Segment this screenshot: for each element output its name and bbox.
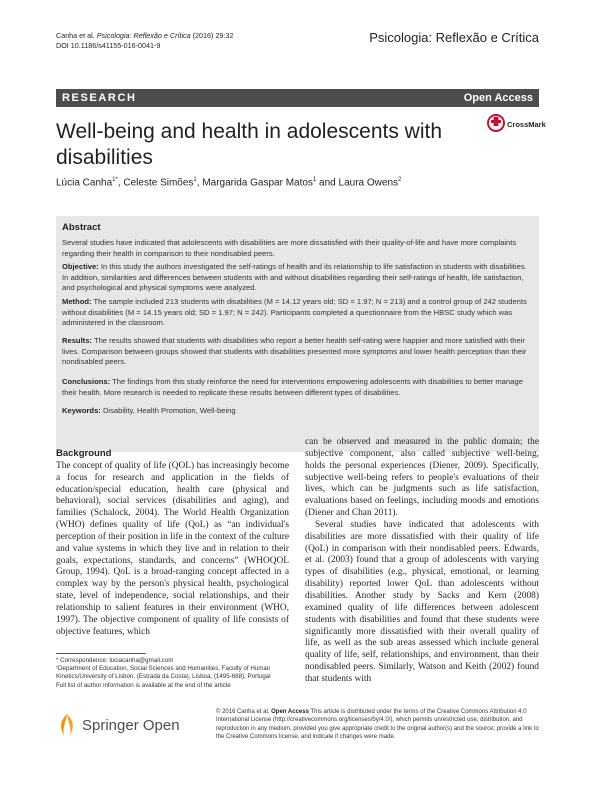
article-title: Well-being and health in adolescents with disabilities <box>56 120 443 169</box>
author-name[interactable]: Lúcia Canha <box>56 177 113 189</box>
springer-open-icon <box>56 712 78 738</box>
license-prefix: © 2016 Canha et al. <box>216 709 272 715</box>
author-affiliation: 1* <box>112 177 118 183</box>
author-name[interactable]: Celeste Simões <box>123 177 194 189</box>
license-text <box>216 708 539 741</box>
publisher-name: Springer Open <box>82 717 180 734</box>
more-info-note: Full list of author information is available at the end of the article <box>56 681 231 689</box>
footnote-rule <box>56 653 146 654</box>
abstract-method <box>62 297 532 329</box>
section-label: RESEARCH <box>62 92 137 104</box>
keywords-text: Disability, Health Promotion, Well-being <box>100 406 236 415</box>
objective-text: In this study the authors investigated the self-ratings of health and its relationship to life satisfaction in students with disabilities. In addition, similarities and differences between students with and without disabilities regarding their self-ratings of health, life satisfaction, and psychological and physical symptoms were analyzed. <box>62 262 527 293</box>
abstract-box <box>56 216 539 452</box>
body-paragraph: Several studies have indicated that adolescents with disabilities are more dissatisfied with their quality of life (QoL) in comparison with their nondisabled peers. Edwards, et al. (2003) found that a group of adolescents with varying types of disabilities (e.g., physical, emotional, or learning disability) reported lower QoL than adolescents without disabilities. Another study by Sacks and Kern (2008) examined quality of life differences between adolescent students with disabilities and found that these students were significantly more dissatisfied with their overall quality of life, as well as the sub areas assessed which include general quality of life, self, relationships, and environment, than their nondisabled peers. Similarly, Watson and Keith (2002) found that students with <box>305 519 539 684</box>
crossmark-label: CrossMark <box>507 120 546 129</box>
doi[interactable]: DOI 10.1186/s41155-016-0041-9 <box>56 41 161 50</box>
results-label: Results: <box>62 336 92 345</box>
conclusions-text: The findings from this study reinforce the need for interventions empowering adolescents with disabilities to better manage their health. More research is needed to replicate these results between different types of disabilities. <box>62 377 523 397</box>
background-paragraph: The concept of quality of life (QOL) has increasingly become a focus for research and application in the fields of education/special education, health care (physical and behavioral), social services (disabilities and aging), and families (Schalock, 2004). The World Health Organization (WHO) defines quality of life (QoL) as “an individual's perception of their position in life in the context of the culture and value systems in which they live and in relation to their goals, expectations, standards, and concerns” (WHOQOL Group, 1994). QoL is a broad-ranging concept affected in a complex way by the person's physical health, psychological state, level of independence, social relationships, and their relationship to salient features in their environment (WHO, 1997). The objective component of quality of life consists of objective features, which <box>56 460 289 637</box>
correspondence-note[interactable]: * Correspondence: luciacanha@gmail.com <box>56 657 174 664</box>
crossmark-icon <box>487 113 505 133</box>
body-paragraph: can be observed and measured in the public domain; the subjective component, also called subjective well-being, holds the personal experiences (Diener, 2009). Specifically, subjective well-being refers to people's evaluations of their lives, which can be judgments such as life satisfaction, evaluations based on feelings, including moods and emotions (Diener and Chan 2011). <box>305 437 539 519</box>
abstract-heading: Abstract <box>62 222 101 233</box>
section-banner <box>56 89 539 107</box>
author-name[interactable]: Margarida Gaspar Matos <box>202 177 313 189</box>
citation-header <box>56 31 233 51</box>
license-body: This article is distributed under the terms of the Creative Commons Attribution 4.0 International License (http://creativecommons.org/licenses/by/4.0/), which permits unrestricted use, distribution, and reproduction in any medium, provided you give appropriate credit to the original author(s) and the source, provide a link to the Creative Commons license, and indicate if changes were made. <box>216 709 539 740</box>
abstract-objective <box>62 262 532 294</box>
method-label: Method: <box>62 297 92 306</box>
conclusions-label: Conclusions: <box>62 377 111 386</box>
open-access-label: Open Access <box>463 92 533 104</box>
crossmark-badge[interactable] <box>487 113 546 135</box>
results-text: The results showed that students with disabilities who report a better health self-rating were happier and more satisfied with their lives. Comparison between groups showed that students with disabilities presented more symptoms and lower health perception than their nondisabled peers. <box>62 336 527 367</box>
citation-journal: Psicologia: Reflexão e Crítica <box>96 31 191 40</box>
footnotes <box>56 657 296 690</box>
body-right-column <box>305 437 539 686</box>
abstract-intro: Several studies have indicated that adolescents with disabilities are more dissatisfied with their quality-of-life and have more complaints regarding their health in comparison to their nondisabled peers. <box>62 238 517 258</box>
method-text: The sample included 213 students with disabilities (M = 14.12 years old; SD = 1.97; N = 213) and a control group of 242 students without disabilities (M = 14.15 years old; SD = 1.97; N = 242). Participants completed a questionnaire from the HBSC study which was administered in the classroom. <box>62 297 527 328</box>
body-left-column <box>56 448 289 639</box>
affiliation-note: ¹Department of Education, Social Sciences and Humanities, Faculty of Human Kinetics/University of Lisbon, (Estrada da Costa), Lisboa, (1495-688), Portugal <box>56 665 271 681</box>
abstract-keywords <box>62 406 532 417</box>
keywords-label: Keywords: <box>62 406 101 415</box>
citation-year: (2016) 29:32 <box>190 31 234 40</box>
objective-label: Objective: <box>62 262 99 271</box>
abstract-results <box>62 336 532 368</box>
journal-name: Psicologia: Reflexão e Crítica <box>369 30 539 45</box>
background-heading: Background <box>56 448 112 459</box>
author-affiliation: 2 <box>398 177 402 183</box>
license-open-access: Open Access <box>271 709 309 715</box>
author-list: Lúcia Canha$^{1*}$, Celeste Simões$^1$, Margarida Gaspar Matos$^1$ and Laura Owens$^2$ <box>56 177 402 189</box>
author-name[interactable]: Laura Owens <box>338 177 399 189</box>
author-affiliation: 1 <box>312 177 317 183</box>
abstract-conclusions <box>62 377 532 398</box>
citation-prefix: Canha et al. <box>56 31 97 40</box>
springer-logo[interactable] <box>56 712 216 742</box>
author-affiliation: 1 <box>193 177 197 183</box>
